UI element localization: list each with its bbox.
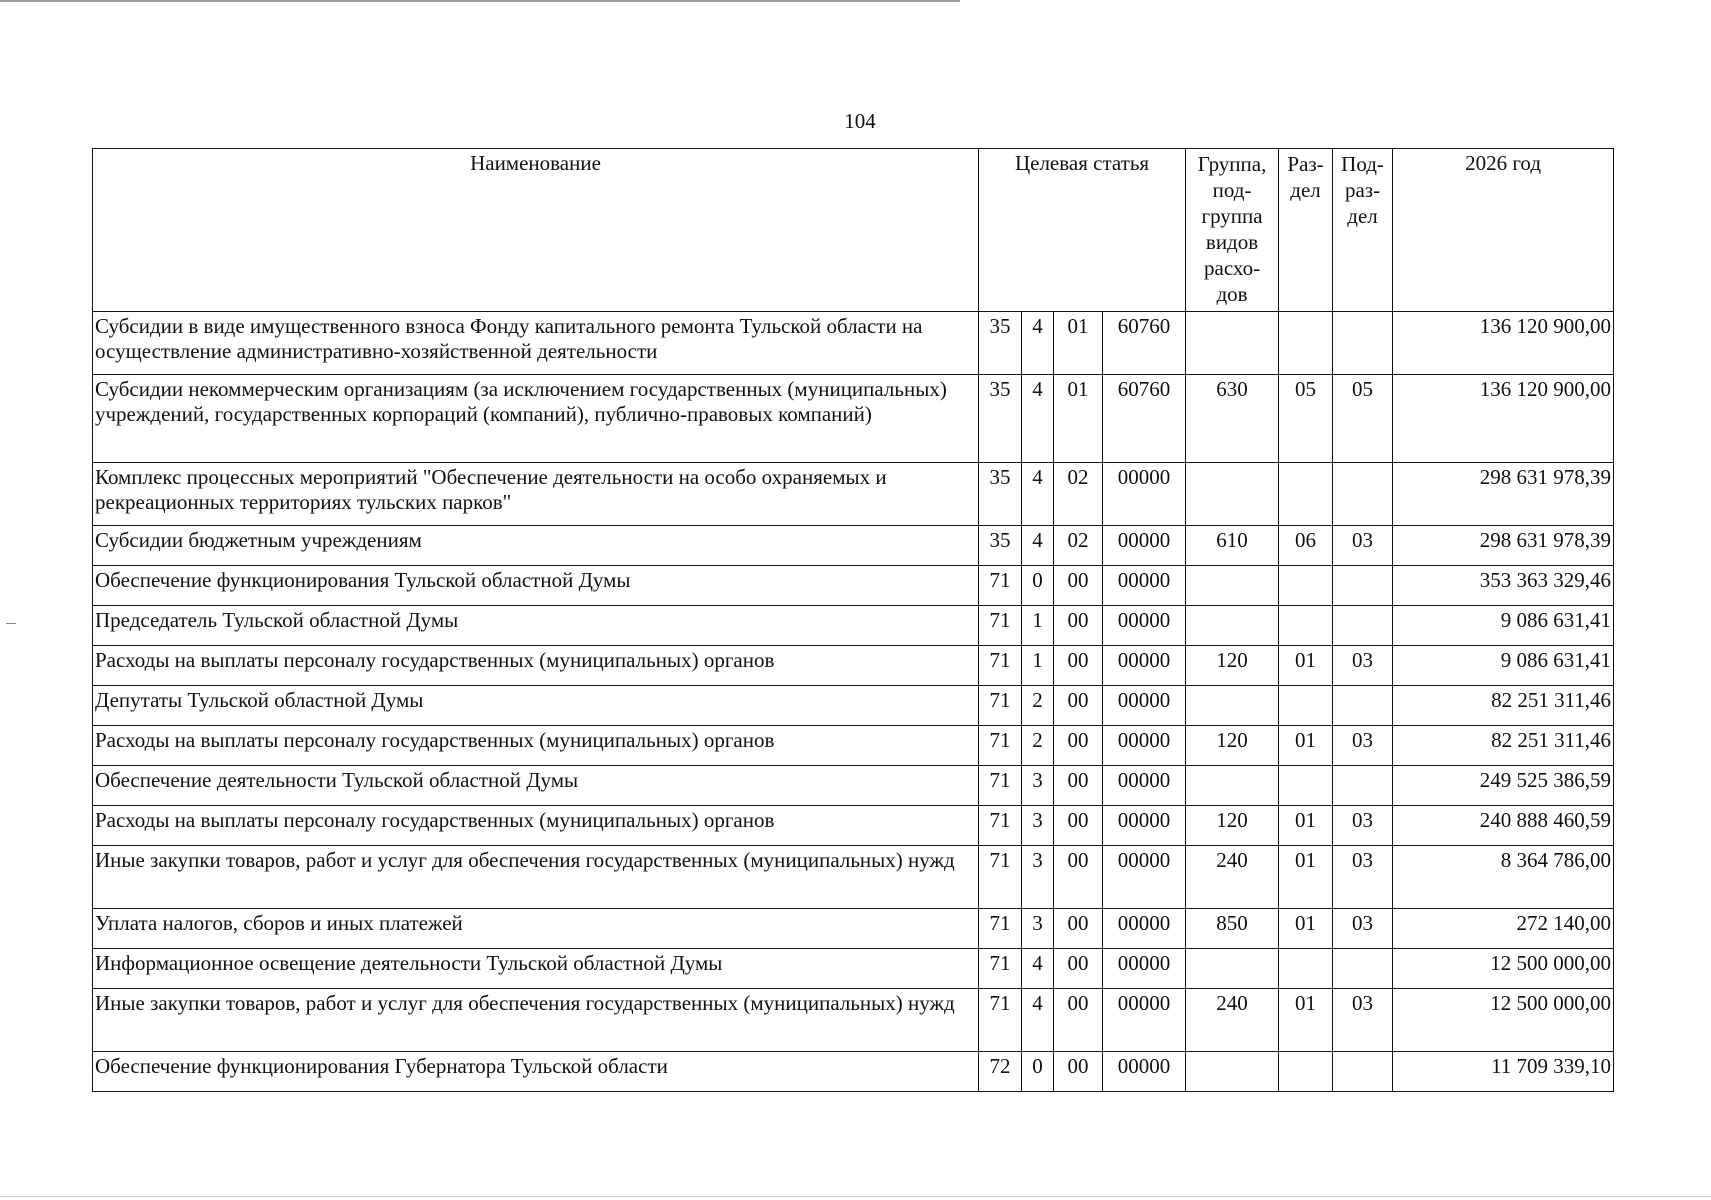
table-row — [93, 806, 1614, 846]
table-row — [93, 526, 1614, 566]
row-name: Депутаты Тульской областной Думы — [93, 686, 979, 726]
row-section: 01 — [1279, 646, 1333, 686]
row-code-type: 4 — [1022, 526, 1054, 566]
row-code-program: 71 — [979, 726, 1022, 766]
row-amount: 298 631 978,39 — [1393, 526, 1614, 566]
row-code-program: 71 — [979, 806, 1022, 846]
row-code-program: 71 — [979, 989, 1022, 1052]
row-subsection — [1333, 312, 1393, 375]
row-expense-group: 240 — [1186, 846, 1279, 909]
row-expense-group — [1186, 312, 1279, 375]
row-code-direction: 00000 — [1103, 909, 1186, 949]
row-code-direction: 00000 — [1103, 949, 1186, 989]
scan-bottom-edge — [0, 1196, 1711, 1197]
scan-top-edge — [0, 0, 960, 2]
header-expense-group: Группа, под- группа видов расхо- дов — [1186, 149, 1279, 312]
row-code-direction: 00000 — [1103, 726, 1186, 766]
table-row — [93, 646, 1614, 686]
row-section: 06 — [1279, 526, 1333, 566]
row-code-type: 2 — [1022, 686, 1054, 726]
row-subsection: 03 — [1333, 526, 1393, 566]
row-amount: 82 251 311,46 — [1393, 686, 1614, 726]
row-code-subprogram: 02 — [1054, 463, 1103, 526]
row-amount: 12 500 000,00 — [1393, 989, 1614, 1052]
row-name: Субсидии некоммерческим организациям (за исключением государственных (муниципальных) учреждений, государственных корпораций (компаний), публично-правовых компаний) — [93, 375, 979, 463]
row-subsection — [1333, 766, 1393, 806]
row-subsection: 03 — [1333, 909, 1393, 949]
row-code-type: 1 — [1022, 606, 1054, 646]
row-subsection: 03 — [1333, 726, 1393, 766]
row-amount: 298 631 978,39 — [1393, 463, 1614, 526]
row-section — [1279, 463, 1333, 526]
row-code-subprogram: 00 — [1054, 686, 1103, 726]
budget-table — [92, 148, 1614, 1092]
row-code-subprogram: 00 — [1054, 949, 1103, 989]
row-subsection: 03 — [1333, 989, 1393, 1052]
row-expense-group: 120 — [1186, 646, 1279, 686]
row-section: 01 — [1279, 989, 1333, 1052]
row-expense-group — [1186, 686, 1279, 726]
row-code-program: 71 — [979, 766, 1022, 806]
row-code-direction: 60760 — [1103, 375, 1186, 463]
row-code-type: 2 — [1022, 726, 1054, 766]
row-expense-group — [1186, 766, 1279, 806]
row-code-type: 4 — [1022, 463, 1054, 526]
row-code-direction: 60760 — [1103, 312, 1186, 375]
row-code-direction: 00000 — [1103, 686, 1186, 726]
row-code-direction: 00000 — [1103, 766, 1186, 806]
table-row — [93, 375, 1614, 463]
row-code-program: 71 — [979, 646, 1022, 686]
row-code-direction: 00000 — [1103, 846, 1186, 909]
row-expense-group: 120 — [1186, 806, 1279, 846]
header-name: Наименование — [93, 149, 979, 312]
row-section — [1279, 312, 1333, 375]
row-amount: 272 140,00 — [1393, 909, 1614, 949]
row-code-type: 4 — [1022, 989, 1054, 1052]
row-expense-group: 240 — [1186, 989, 1279, 1052]
row-name: Информационное освещение деятельности Тульской областной Думы — [93, 949, 979, 989]
row-code-direction: 00000 — [1103, 526, 1186, 566]
row-code-subprogram: 00 — [1054, 726, 1103, 766]
row-code-program: 71 — [979, 949, 1022, 989]
row-code-direction: 00000 — [1103, 646, 1186, 686]
row-code-type: 3 — [1022, 806, 1054, 846]
row-expense-group — [1186, 463, 1279, 526]
row-name: Расходы на выплаты персоналу государственных (муниципальных) органов — [93, 646, 979, 686]
row-name: Уплата налогов, сборов и иных платежей — [93, 909, 979, 949]
table-row — [93, 909, 1614, 949]
row-amount: 136 120 900,00 — [1393, 312, 1614, 375]
table-row — [93, 949, 1614, 989]
row-code-subprogram: 00 — [1054, 846, 1103, 909]
row-expense-group — [1186, 1052, 1279, 1092]
row-section — [1279, 566, 1333, 606]
row-code-direction: 00000 — [1103, 606, 1186, 646]
header-year: 2026 год — [1393, 149, 1614, 312]
table-row — [93, 463, 1614, 526]
row-code-subprogram: 00 — [1054, 989, 1103, 1052]
row-code-direction: 00000 — [1103, 806, 1186, 846]
row-code-subprogram: 00 — [1054, 646, 1103, 686]
row-expense-group — [1186, 566, 1279, 606]
row-section — [1279, 606, 1333, 646]
row-code-program: 71 — [979, 606, 1022, 646]
row-code-program: 72 — [979, 1052, 1022, 1092]
table-row — [93, 1052, 1614, 1092]
row-amount: 11 709 339,10 — [1393, 1052, 1614, 1092]
table-row — [93, 606, 1614, 646]
table-header-row — [93, 149, 1614, 312]
table-row — [93, 989, 1614, 1052]
row-code-type: 3 — [1022, 846, 1054, 909]
row-expense-group: 850 — [1186, 909, 1279, 949]
row-subsection — [1333, 1052, 1393, 1092]
row-name: Иные закупки товаров, работ и услуг для обеспечения государственных (муниципальных) нужд — [93, 846, 979, 909]
row-amount: 353 363 329,46 — [1393, 566, 1614, 606]
row-expense-group: 610 — [1186, 526, 1279, 566]
row-amount: 249 525 386,59 — [1393, 766, 1614, 806]
row-code-direction: 00000 — [1103, 566, 1186, 606]
row-code-program: 35 — [979, 312, 1022, 375]
row-code-type: 3 — [1022, 766, 1054, 806]
row-name: Субсидии в виде имущественного взноса Фонду капитального ремонта Тульской области на осуществление административно-хозяйственной деятельности — [93, 312, 979, 375]
row-section: 01 — [1279, 909, 1333, 949]
row-amount: 12 500 000,00 — [1393, 949, 1614, 989]
table-row — [93, 726, 1614, 766]
header-target-article: Целевая статья — [979, 149, 1186, 312]
row-amount: 9 086 631,41 — [1393, 646, 1614, 686]
row-section: 05 — [1279, 375, 1333, 463]
row-subsection — [1333, 949, 1393, 989]
row-code-subprogram: 02 — [1054, 526, 1103, 566]
row-code-type: 0 — [1022, 566, 1054, 606]
row-code-subprogram: 00 — [1054, 909, 1103, 949]
row-subsection — [1333, 606, 1393, 646]
row-name: Председатель Тульской областной Думы — [93, 606, 979, 646]
row-subsection: 05 — [1333, 375, 1393, 463]
table-row — [93, 566, 1614, 606]
row-section: 01 — [1279, 846, 1333, 909]
table-row — [93, 312, 1614, 375]
row-code-direction: 00000 — [1103, 1052, 1186, 1092]
row-name: Иные закупки товаров, работ и услуг для обеспечения государственных (муниципальных) нужд — [93, 989, 979, 1052]
row-name: Обеспечение функционирования Губернатора Тульской области — [93, 1052, 979, 1092]
row-amount: 9 086 631,41 — [1393, 606, 1614, 646]
row-code-program: 35 — [979, 526, 1022, 566]
row-name: Обеспечение функционирования Тульской областной Думы — [93, 566, 979, 606]
row-subsection — [1333, 463, 1393, 526]
table-row — [93, 846, 1614, 909]
row-code-subprogram: 01 — [1054, 312, 1103, 375]
row-expense-group: 120 — [1186, 726, 1279, 766]
row-section — [1279, 1052, 1333, 1092]
row-code-subprogram: 00 — [1054, 806, 1103, 846]
row-code-direction: 00000 — [1103, 989, 1186, 1052]
row-name: Расходы на выплаты персоналу государственных (муниципальных) органов — [93, 726, 979, 766]
table-row — [93, 686, 1614, 726]
row-amount: 82 251 311,46 — [1393, 726, 1614, 766]
row-section — [1279, 949, 1333, 989]
row-code-type: 4 — [1022, 375, 1054, 463]
row-name: Субсидии бюджетным учреждениям — [93, 526, 979, 566]
row-code-program: 71 — [979, 909, 1022, 949]
row-name: Обеспечение деятельности Тульской областной Думы — [93, 766, 979, 806]
row-expense-group — [1186, 606, 1279, 646]
row-code-type: 1 — [1022, 646, 1054, 686]
row-subsection — [1333, 686, 1393, 726]
row-code-type: 4 — [1022, 312, 1054, 375]
row-expense-group: 630 — [1186, 375, 1279, 463]
row-subsection: 03 — [1333, 846, 1393, 909]
row-code-type: 3 — [1022, 909, 1054, 949]
row-code-program: 71 — [979, 686, 1022, 726]
row-code-subprogram: 00 — [1054, 566, 1103, 606]
row-code-program: 71 — [979, 846, 1022, 909]
row-code-direction: 00000 — [1103, 463, 1186, 526]
row-subsection: 03 — [1333, 806, 1393, 846]
row-amount: 136 120 900,00 — [1393, 375, 1614, 463]
row-code-subprogram: 01 — [1054, 375, 1103, 463]
row-code-subprogram: 00 — [1054, 606, 1103, 646]
row-code-program: 71 — [979, 566, 1022, 606]
header-subsection: Под- раз- дел — [1333, 149, 1393, 312]
row-section: 01 — [1279, 806, 1333, 846]
page-number: 104 — [844, 109, 876, 133]
row-name: Комплекс процессных мероприятий "Обеспечение деятельности на особо охраняемых и рекреационных территориях тульских парков" — [93, 463, 979, 526]
row-subsection: 03 — [1333, 646, 1393, 686]
row-subsection — [1333, 566, 1393, 606]
row-amount: 240 888 460,59 — [1393, 806, 1614, 846]
scan-margin-mark — [6, 623, 16, 624]
row-code-program: 35 — [979, 463, 1022, 526]
row-section — [1279, 766, 1333, 806]
table-row — [93, 766, 1614, 806]
header-section: Раз- дел — [1279, 149, 1333, 312]
row-code-type: 4 — [1022, 949, 1054, 989]
row-code-subprogram: 00 — [1054, 1052, 1103, 1092]
row-code-subprogram: 00 — [1054, 766, 1103, 806]
row-expense-group — [1186, 949, 1279, 989]
row-name: Расходы на выплаты персоналу государственных (муниципальных) органов — [93, 806, 979, 846]
row-code-type: 0 — [1022, 1052, 1054, 1092]
row-section: 01 — [1279, 726, 1333, 766]
row-code-program: 35 — [979, 375, 1022, 463]
row-section — [1279, 686, 1333, 726]
row-amount: 8 364 786,00 — [1393, 846, 1614, 909]
